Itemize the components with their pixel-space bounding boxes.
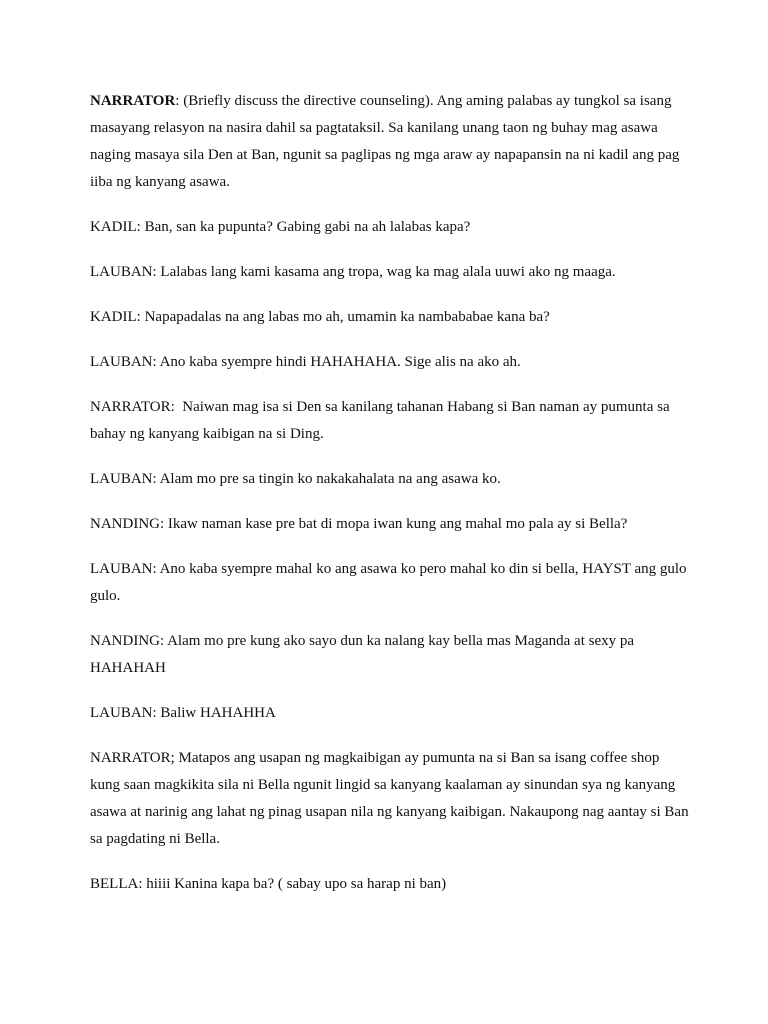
narrator-paragraph: NARRATOR; Matapos ang usapan ng magkaibigan ay pumunta na si Ban sa isang coffee shop kung saan magkikita sila ni Bella ngunit lingid sa kanyang kaalaman ay sinundan sya ng kanyang asawa at narinig ang lahat ng pinag usapan nila ng kanyang kaibigan. Nakaupong nag aantay si Ban sa pagdating ni Bella. xyxy=(90,750,693,847)
dialogue-line: LAUBAN: Baliw HAHAHHA xyxy=(90,705,276,721)
dialogue-line: NANDING: Ikaw naman kase pre bat di mopa iwan kung ang mahal mo pala ay si Bella? xyxy=(90,516,628,532)
dialogue-line: LAUBAN: Lalabas lang kami kasama ang tropa, wag ka mag alala uuwi ako ng maaga. xyxy=(90,264,616,280)
dialogue-line: LAUBAN: Ano kaba syempre mahal ko ang asawa ko pero mahal ko din si bella, HAYST ang gulo gulo. xyxy=(90,561,691,604)
dialogue-line: KADIL: Ban, san ka pupunta? Gabing gabi na ah lalabas kapa? xyxy=(90,219,471,235)
intro-speaker: NARRATOR xyxy=(90,93,176,109)
document-page xyxy=(90,88,693,916)
dialogue-line: KADIL: Napapadalas na ang labas mo ah, umamin ka nambababae kana ba? xyxy=(90,309,550,325)
dialogue-line: LAUBAN: Ano kaba syempre hindi HAHAHAHA. Sige alis na ako ah. xyxy=(90,354,521,370)
dialogue-line: NANDING: Alam mo pre kung ako sayo dun ka nalang kay bella mas Maganda at sexy pa HAHAHAH xyxy=(90,633,638,676)
narrator-paragraph: NARRATOR: Naiwan mag isa si Den sa kanilang tahanan Habang si Ban naman ay pumunta sa bahay ng kanyang kaibigan na si Ding. xyxy=(90,399,674,442)
intro-paragraph xyxy=(90,88,690,196)
dialogue-line: LAUBAN: Alam mo pre sa tingin ko nakakahalata na ang asawa ko. xyxy=(90,471,501,487)
dialogue-line: BELLA: hiiii Kanina kapa ba? ( sabay upo sa harap ni ban) xyxy=(90,876,447,892)
intro-text: : (Briefly discuss the directive counseling). Ang aming palabas ay tungkol sa isang masayang relasyon na nasira dahil sa pagtataksil. Sa kanilang unang taon ng buhay mag asawa naging masaya sila Den at Ban, ngunit sa paglipas ng mga araw ay napapansin na ni kadil ang pag iiba ng kanyang asawa. xyxy=(90,93,684,190)
